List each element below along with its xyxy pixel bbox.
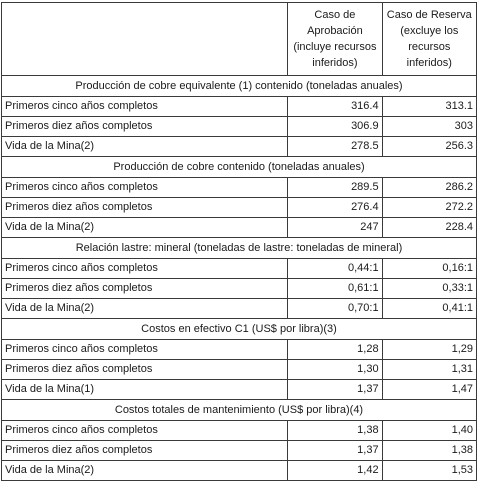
approval-case-value: 289.5: [288, 178, 382, 198]
header-blank-cell: [2, 3, 288, 76]
header-reserve-case: [382, 3, 476, 76]
section-title: Producción de cobre equivalente (1) contenido (toneladas anuales): [2, 76, 477, 97]
approval-case-value: 247: [288, 218, 382, 238]
section-title: Producción de cobre contenido (toneladas anuales): [2, 157, 477, 178]
row-label: Primeros diez años completos: [2, 198, 288, 218]
row-label: Primeros diez años completos: [2, 360, 288, 380]
reserve-case-value: 1,31: [382, 360, 476, 380]
header-approval-line: Caso de: [314, 9, 356, 21]
table-row: [2, 380, 477, 400]
header-reserve-line: inferidos): [406, 57, 452, 69]
reserve-case-value: 0,33:1: [382, 279, 476, 299]
reserve-case-value: 256.3: [382, 137, 476, 157]
section-title: Costos totales de mantenimiento (US$ por libra)(4): [2, 400, 477, 421]
approval-case-value: 1,42: [288, 461, 382, 481]
table-body: [2, 3, 477, 481]
section-header-row: [2, 238, 477, 259]
approval-case-value: 1,28: [288, 340, 382, 360]
table-row: [2, 360, 477, 380]
row-label: Primeros diez años completos: [2, 441, 288, 461]
approval-case-value: 276.4: [288, 198, 382, 218]
row-label: Primeros cinco años completos: [2, 97, 288, 117]
row-label: Vida de la Mina(2): [2, 218, 288, 238]
row-label: Primeros cinco años completos: [2, 259, 288, 279]
section-header-row: [2, 400, 477, 421]
table-row: [2, 218, 477, 238]
reserve-case-value: 228.4: [382, 218, 476, 238]
reserve-case-value: 1,29: [382, 340, 476, 360]
production-cost-table: [1, 2, 477, 481]
approval-case-value: 1,38: [288, 421, 382, 441]
header-approval-case: [288, 3, 382, 76]
approval-case-value: 278.5: [288, 137, 382, 157]
reserve-case-value: 1,38: [382, 441, 476, 461]
reserve-case-value: 1,47: [382, 380, 476, 400]
approval-case-value: 1,37: [288, 380, 382, 400]
approval-case-value: 0,70:1: [288, 299, 382, 319]
section-title: Costos en efectivo C1 (US$ por libra)(3): [2, 319, 477, 340]
header-approval-line: (incluye recursos: [293, 41, 377, 53]
reserve-case-value: 313.1: [382, 97, 476, 117]
section-header-row: [2, 319, 477, 340]
reserve-case-value: 1,53: [382, 461, 476, 481]
row-label: Vida de la Mina(1): [2, 380, 288, 400]
reserve-case-value: 1,40: [382, 421, 476, 441]
approval-case-value: 1,37: [288, 441, 382, 461]
reserve-case-value: 303: [382, 117, 476, 137]
table-row: [2, 340, 477, 360]
header-approval-line: Aprobación: [307, 25, 363, 37]
header-reserve-line: recursos: [408, 41, 451, 53]
table-row: [2, 259, 477, 279]
table-row: [2, 97, 477, 117]
header-reserve-line: Caso de Reserva: [386, 9, 472, 21]
table-row: [2, 178, 477, 198]
row-label: Vida de la Mina(2): [2, 137, 288, 157]
row-label: Primeros diez años completos: [2, 279, 288, 299]
approval-case-value: 0,44:1: [288, 259, 382, 279]
approval-case-value: 1,30: [288, 360, 382, 380]
reserve-case-value: 272.2: [382, 198, 476, 218]
approval-case-value: 316.4: [288, 97, 382, 117]
table-row: [2, 461, 477, 481]
section-header-row: [2, 157, 477, 178]
approval-case-value: 306.9: [288, 117, 382, 137]
section-header-row: [2, 76, 477, 97]
row-label: Vida de la Mina(2): [2, 461, 288, 481]
table-row: [2, 198, 477, 218]
approval-case-value: 0,61:1: [288, 279, 382, 299]
reserve-case-value: 0,16:1: [382, 259, 476, 279]
table-row: [2, 279, 477, 299]
header-reserve-line: (excluye los: [400, 25, 459, 37]
column-header-row: [2, 3, 477, 76]
table-row: [2, 299, 477, 319]
row-label: Primeros cinco años completos: [2, 340, 288, 360]
header-approval-line: inferidos): [312, 57, 358, 69]
row-label: Vida de la Mina(2): [2, 299, 288, 319]
reserve-case-value: 286.2: [382, 178, 476, 198]
table-row: [2, 421, 477, 441]
row-label: Primeros cinco años completos: [2, 421, 288, 441]
table-row: [2, 137, 477, 157]
table-row: [2, 441, 477, 461]
section-title: Relación lastre: mineral (toneladas de lastre: toneladas de mineral): [2, 238, 477, 259]
table-row: [2, 117, 477, 137]
row-label: Primeros diez años completos: [2, 117, 288, 137]
row-label: Primeros cinco años completos: [2, 178, 288, 198]
reserve-case-value: 0,41:1: [382, 299, 476, 319]
